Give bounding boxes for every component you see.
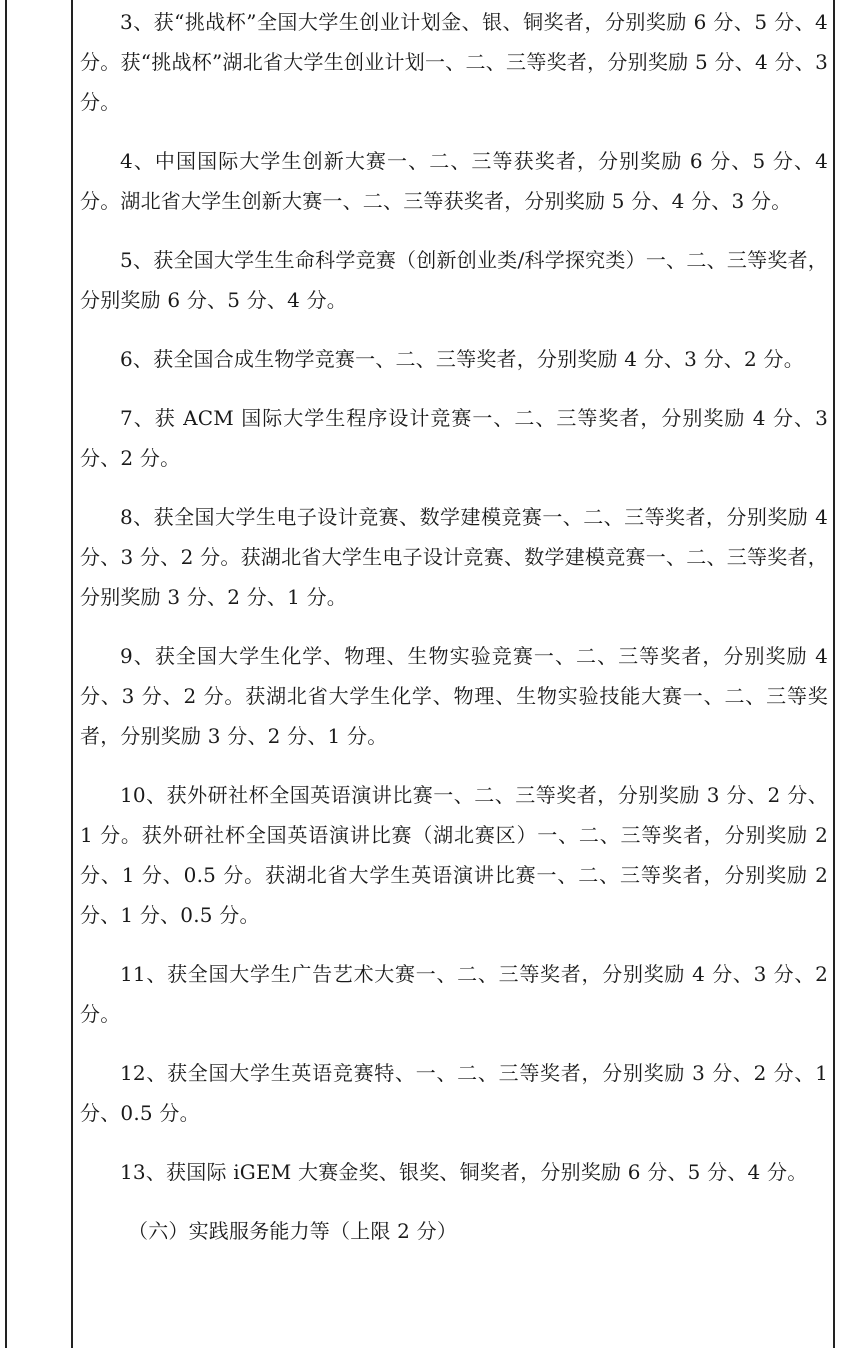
rule-item-4: 4、中国国际大学生创新大赛一、二、三等获奖者，分别奖励 6 分、5 分、4 分。湖北省大学生创新大赛一、二、三等获奖者，分别奖励 5 分、4 分、3 分。 [80,149,828,213]
table-column-divider [71,0,73,1348]
section-heading: （六）实践服务能力等（上限 2 分） [128,1219,458,1243]
rule-item-7: 7、获 ACM 国际大学生程序设计竞赛一、二、三等奖者，分别奖励 4 分、3 分、2 分。 [80,406,828,470]
rule-item-10: 10、获外研社杯全国英语演讲比赛一、二、三等奖者，分别奖励 3 分、2 分、1 分。获外研社杯全国英语演讲比赛（湖北赛区）一、二、三等奖者，分别奖励 2 分、1 分、0.5 分。获湖北省大学生英语演讲比赛一、二、三等奖者，分别奖励 2 分、1 分、0.5 分。 [80,783,828,927]
rule-item-13: 13、获国际 iGEM 大赛金奖、银奖、铜奖者，分别奖励 6 分、5 分、4 分。 [120,1160,808,1184]
rule-item-9: 9、获全国大学生化学、物理、生物实验竞赛一、二、三等奖者，分别奖励 4 分、3 分、2 分。获湖北省大学生化学、物理、生物实验技能大赛一、二、三等奖者，分别奖励 3 分、2 分、1 分。 [80,644,828,748]
rule-item-8: 8、获全国大学生电子设计竞赛、数学建模竞赛一、二、三等奖者，分别奖励 4 分、3 分、2 分。获湖北省大学生电子设计竞赛、数学建模竞赛一、二、三等奖者，分别奖励 3 分、2 分、1 分。 [80,505,828,609]
rule-item-12: 12、获全国大学生英语竞赛特、一、二、三等奖者，分别奖励 3 分、2 分、1 分、0.5 分。 [80,1061,828,1125]
table-border-left [5,0,7,1348]
table-border-right [833,0,835,1348]
rule-item-5: 5、获全国大学生生命科学竞赛（创新创业类/科学探究类）一、二、三等奖者，分别奖励 6 分、5 分、4 分。 [80,248,828,312]
rule-item-11: 11、获全国大学生广告艺术大赛一、二、三等奖者，分别奖励 4 分、3 分、2 分。 [80,962,828,1026]
rule-item-3: 3、获“挑战杯”全国大学生创业计划金、银、铜奖者，分别奖励 6 分、5 分、4 分。获“挑战杯”湖北省大学生创业计划一、二、三等奖者，分别奖励 5 分、4 分、3 分。 [80,10,828,114]
rule-item-6: 6、获全国合成生物学竞赛一、二、三等奖者，分别奖励 4 分、3 分、2 分。 [120,347,804,371]
document-body [80,0,828,1251]
